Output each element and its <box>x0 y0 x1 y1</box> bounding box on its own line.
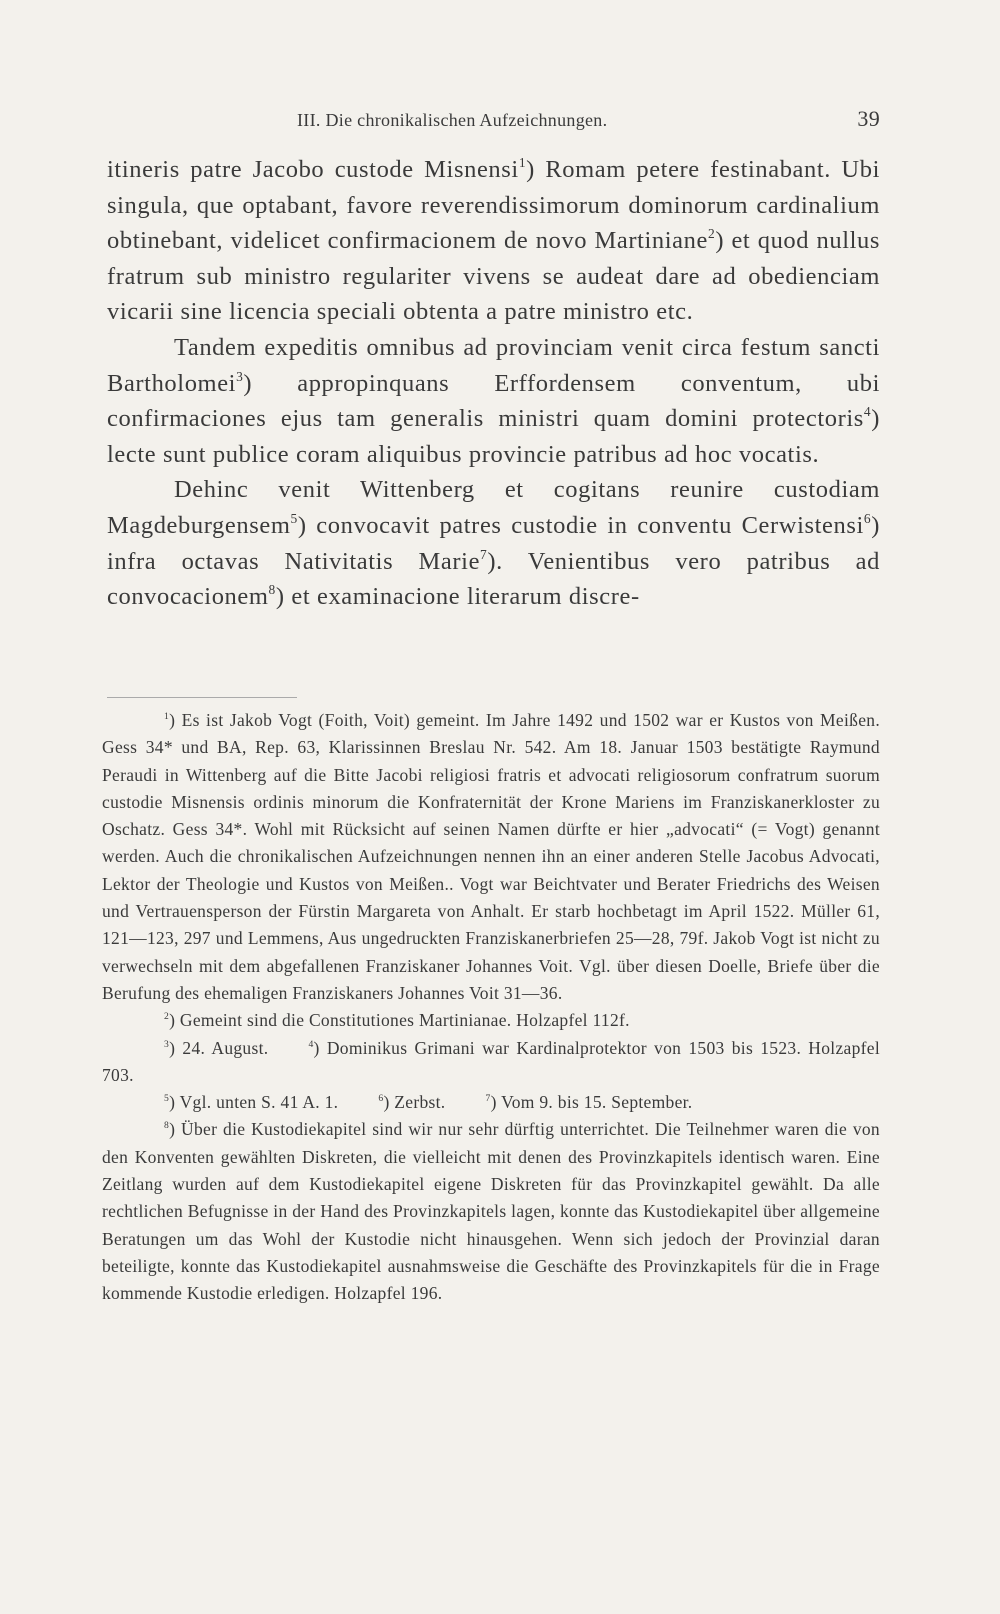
footnote-text: ) Vom 9. bis 15. September. <box>490 1092 693 1113</box>
footnote-mark: 1 <box>164 710 170 722</box>
footnote-text: ) Es ist Jakob Vogt (Foith, Voit) gemeint. Im Jahre 1492 und 1502 war er Kustos von Meißen. Gess 34* und BA, Rep. 63, Klarissinnen Breslau Nr. 542. Am 18. Januar 1503 bestätigte Raymund Peraudi in Wittenberg auf die Bitte Jacobi religiosi fratris et advocati religiosorum confratrum suorum custodie Misnensis ordinis minorum die Konfraternität der Krone Mariens im Franziskanerkloster zu Oschatz. Gess 34*. Wohl mit Rücksicht auf seinen Namen dürfte er hier „advocati“ (= Vogt) genannt werden. Auch die chronikalischen Aufzeichnungen nennen ihn an einer anderen Stelle Jacobus Advocati, Lektor der Theologie und Kustos von Meißen.. Vogt war Beichtvater und Berater Friedrichs des Weisen und Vertrauensperson der Fürstin Margareta von Anhalt. Er starb hochbetagt im April 1522. Müller 61, 121—123, 297 und Lemmens, Aus ungedruckten Franziskanerbriefen 25—28, 79f. Jakob Vogt ist nicht zu verwechseln mit dem abgefallenen Franziskaner Johannes Voit. Vgl. über diesen Doelle, Briefe über die Berufung des ehemaligen Franziskaners Johannes Voit 31—36. <box>102 710 880 1003</box>
paragraph-3 <box>107 472 880 614</box>
text-run: ) appropinquans Erffordensem conventum, ubi confirmaciones ejus tam generalis ministri quam domini protectoris <box>107 369 880 433</box>
page-header <box>107 106 880 136</box>
footnote-ref: 3 <box>236 368 244 384</box>
text-run: Tandem expeditis omnibus ad provinciam venit circa festum sancti Bartholomei <box>107 333 880 397</box>
footnotes <box>102 707 880 1308</box>
main-text <box>107 152 880 615</box>
footnote-mark: 6 <box>378 1092 384 1104</box>
footnote-mark: 2 <box>164 1011 170 1023</box>
page-number: 39 <box>857 106 880 131</box>
footnote-ref: 2 <box>707 226 716 242</box>
footnote-ref: 6 <box>863 510 872 526</box>
text-run: ) et examinacione literarum discre- <box>275 583 640 611</box>
footnote-mark: 8 <box>164 1120 170 1132</box>
text-run: itineris patre Jacobo custode Misnensi <box>107 156 519 183</box>
footnote-mark: 5 <box>164 1092 170 1104</box>
running-title: III. Die chronikalischen Aufzeichnungen. <box>297 110 608 130</box>
footnote-divider <box>107 697 297 698</box>
footnote-ref: 1 <box>518 154 527 170</box>
text-run: ) infra octavas Nativitatis Marie <box>107 511 880 575</box>
footnote-text: ) Über die Kustodiekapitel sind wir nur sehr dürftig unterrichtet. Die Teilnehmer waren die von den Konventen gewählten Diskreten, die vielleicht mit denen des Provinzkapitels identisch waren. Eine Zeitlang wurden auf dem Kustodiekapitel eigene Diskreten für das Provinzkapitel gewählt. Da alle rechtlichen Befugnisse in der Hand des Provinzkapitels lagen, konnte das Kustodiekapitel über allgemeine Beratungen um das Wohl der Kustodie nicht hinausgehen. Wenn sich jedoch der Provinzial daran beteiligte, konnte das Kustodiekapitel ausnahmsweise die Geschäfte des Provinzkapitels für die in Frage kommende Kustodie erledigen. Holzapfel 196. <box>102 1119 880 1304</box>
footnote-3-4 <box>102 1035 880 1090</box>
footnote-mark: 7 <box>485 1092 491 1104</box>
footnote-1 <box>102 707 880 1007</box>
text-run: ) Romam petere festinabant. Ubi singula, que optabant, favore reverendissimorum dominorum cardinalium obtinebant, videlicet confirmacionem de novo Martiniane <box>107 156 880 255</box>
footnote-mark: 3 <box>164 1038 170 1050</box>
text-run: Dehinc venit Wittenberg et cogitans reunire custodiam Magdeburgensem <box>107 476 880 539</box>
footnote-ref: 5 <box>290 510 298 526</box>
text-run: ) convocavit patres custodie in conventu Cerwistensi <box>297 511 864 539</box>
paragraph-1 <box>107 152 880 330</box>
paragraph-2 <box>107 330 880 472</box>
text-run: ). Venientibus vero patribus ad convocacionem <box>107 547 880 611</box>
footnote-ref: 8 <box>268 582 276 598</box>
footnote-text: ) Zerbst. <box>383 1092 446 1113</box>
footnote-text: ) Gemeint sind die Constitutiones Martinianae. Holzapfel 112f. <box>169 1010 630 1031</box>
footnote-mark: 4 <box>308 1038 314 1050</box>
footnote-text: ) 24. August. <box>169 1037 269 1058</box>
footnote-5-6-7 <box>102 1089 880 1116</box>
footnote-8 <box>102 1116 880 1307</box>
footnote-ref: 4 <box>863 404 872 420</box>
footnote-text: ) Vgl. unten S. 41 A. 1. <box>169 1092 339 1113</box>
footnote-2 <box>102 1007 880 1034</box>
text-run: ) et quod nullus fratrum sub ministro regulariter vivens se audeat dare ad obedienciam vicarii sine licencia speciali obtenta a patre ministro etc. <box>107 227 880 326</box>
footnote-text: ) Dominikus Grimani war Kardinalprotektor von 1503 bis 1523. Holzapfel 703. <box>102 1037 880 1085</box>
footnote-ref: 7 <box>480 546 488 562</box>
text-run: ) lecte sunt publice coram aliquibus provincie patribus ad hoc vocatis. <box>107 405 880 468</box>
